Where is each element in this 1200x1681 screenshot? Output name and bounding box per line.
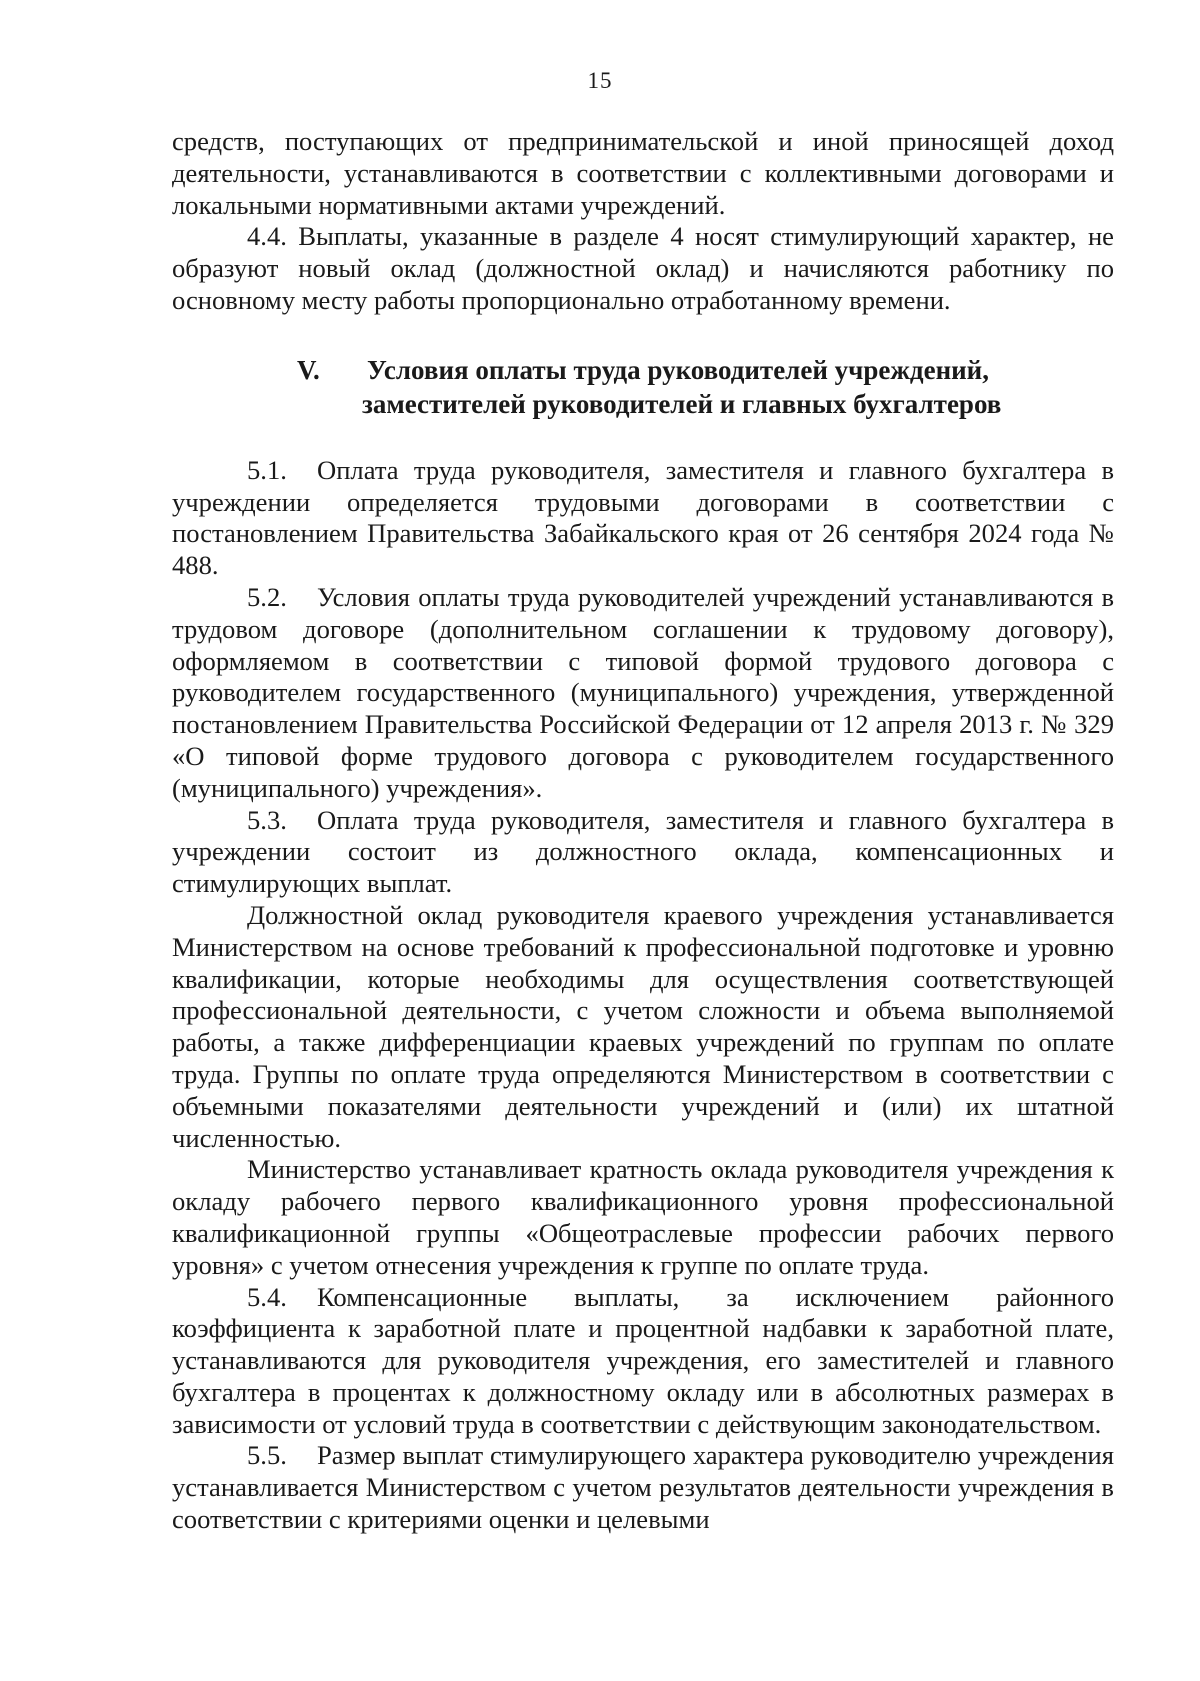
- document-body: [172, 126, 1114, 1536]
- page-number: 15: [587, 68, 613, 93]
- item-text: Размер выплат стимулирующего характера руководителю учреждения устанавливается Министерством с учетом результатов деятельности учреждения в соответствии с критериями оценки и целевыми: [172, 1440, 1114, 1535]
- section-title-line1: Условия оплаты труда руководителей учреждений,: [367, 354, 989, 385]
- item-5-5: [172, 1440, 1114, 1535]
- item-5-4: [172, 1282, 1114, 1441]
- item-5-3: [172, 805, 1114, 900]
- item-number: 5.5.: [247, 1440, 287, 1471]
- paragraph-4-4: 4.4. Выплаты, указанные в разделе 4 носят стимулирующий характер, не образуют новый оклад (должностной оклад) и начисляются работнику по основному месту работы пропорционально отработанному времени.: [172, 221, 1114, 315]
- section-number: V.: [297, 354, 320, 385]
- paragraph-ministry: Министерство устанавливает кратность оклада руководителя учреждения к окладу рабочего первого квалификационного уровня профессиональной квалификационной группы «Общеотраслевые профессии рабочих первого уровня» с учетом отнесения учреждения к группе по оплате труда.: [172, 1154, 1114, 1280]
- item-text: Оплата труда руководителя, заместителя и главного бухгалтера в учреждении состоит из должностного оклада, компенсационных и стимулирующих выплат.: [172, 804, 1114, 899]
- item-number: 5.2.: [247, 581, 287, 612]
- paragraph-continuation: средств, поступающих от предпринимательской и иной приносящей доход деятельности, устанавливаются в соответствии с коллективными договорами и локальными нормативными актами учреждений.: [172, 126, 1114, 220]
- item-text: Компенсационные выплаты, за исключением районного коэффициента к заработной плате и процентной надбавки к заработной плате, устанавливаются для руководителя учреждения, его заместителей и главного бухгалтера в процентах к должностному окладу или в абсолютных размерах в зависимости от условий труда в соответствии с действующим законодательством.: [172, 1281, 1114, 1439]
- item-number: 5.3.: [247, 804, 287, 835]
- section-heading: [172, 353, 1114, 421]
- item-5-1: [172, 455, 1114, 582]
- item-text: Оплата труда руководителя, заместителя и главного бухгалтера в учреждении определяется трудовыми договорами в соответствии с постановлением Правительства Забайкальского края от 26 сентября 2024 года № 488.: [172, 454, 1114, 581]
- item-5-2: [172, 582, 1114, 805]
- item-number: 5.4.: [247, 1281, 287, 1312]
- item-text: Условия оплаты труда руководителей учреждений устанавливаются в трудовом договоре (дополнительном соглашении к трудовому договору), оформляемом в соответствии с типовой формой трудового договора с руководителем государственного (муниципального) учреждения, утвержденной постановлением Правительства Российской Федерации от 12 апреля 2013 г. № 329 «О типовой форме трудового договора с руководителем государственного (муниципального) учреждения».: [172, 581, 1114, 803]
- item-number: 5.1.: [247, 454, 287, 485]
- section-title-line2: заместителей руководителей и главных бухгалтеров: [362, 388, 1002, 419]
- paragraph-salary: Должностной оклад руководителя краевого учреждения устанавливается Министерством на основе требований к профессиональной подготовке и уровню квалификации, которые необходимы для осуществления соответствующей профессиональной деятельности, с учетом сложности и объема выполняемой работы, а также дифференциации краевых учреждений по группам по оплате труда. Группы по оплате труда определяются Министерством в соответствии с объемными показателями деятельности учреждений и (или) их штатной численностью.: [172, 899, 1114, 1153]
